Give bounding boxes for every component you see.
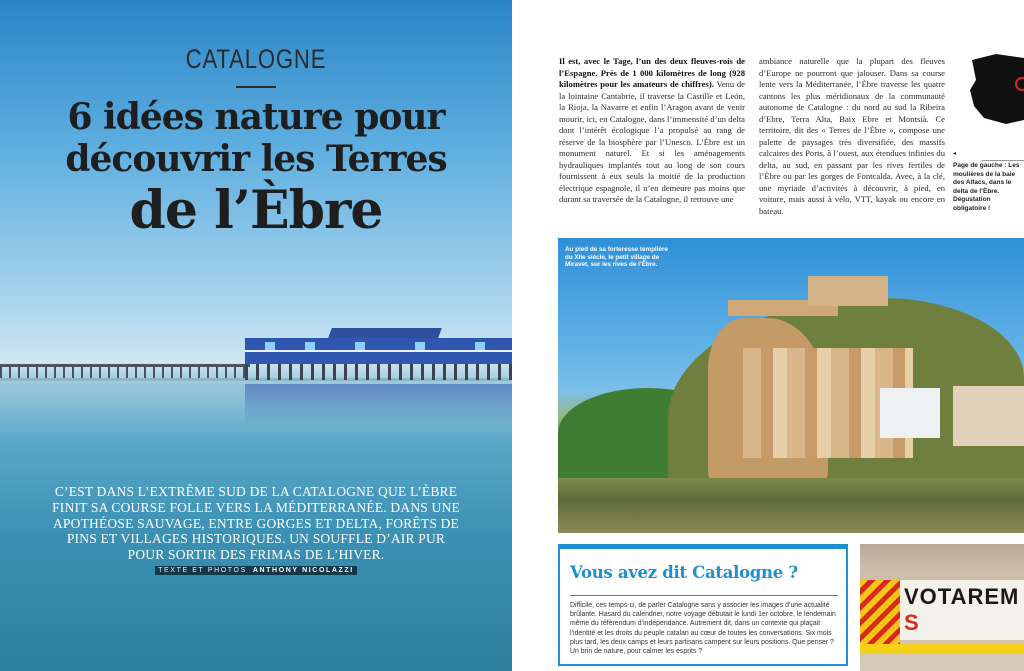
stilt-house xyxy=(245,328,512,380)
yellow-stripe xyxy=(860,644,1024,654)
caption-arrow-icon: ◂ xyxy=(953,151,957,157)
house-roof xyxy=(328,328,442,338)
house-stilts xyxy=(245,364,512,380)
house-window xyxy=(415,342,425,350)
section-kicker: CATALOGNE xyxy=(185,44,327,74)
water-reflection xyxy=(245,384,512,424)
photo-caption: Au pied de sa forteresse templière du XIIe siècle, le petit village de Miravet, sur les rives de l’Èbre. xyxy=(565,246,668,269)
map-caption-text: Page de gauche : Les moulières de la baie des Alfacs, dans le delta de l’Èbre. Dégustation obligatoire ! xyxy=(953,162,1020,212)
wooden-pier xyxy=(0,364,250,378)
pier-posts xyxy=(0,367,250,378)
sign-word: VOTAREM xyxy=(904,584,1020,609)
sidebar-text: Difficile, ces temps-ci, de parler Catalogne sans y associer les images d’une actualité brûlante. Hasard du calendrier, notre voyage débutait le lundi 1er octobre, le lendemain même du référendum d’indépendance. Autrement dit, dans un contexte qui plaçait l’identité et les droits du peuple catalan au cœur de toutes les conversations. Six mois plus tard, les deux camps et leurs partisans campent sur leurs positions. Que penser ? Un brin de nature, pour calmer les esprits ? xyxy=(570,602,836,656)
house-window xyxy=(475,342,485,350)
text-column-1 xyxy=(559,56,745,206)
title-line-2: découvrir les Terres xyxy=(65,138,447,180)
sidebar-title: Vous avez dit Catalogne ? xyxy=(570,563,798,582)
sidebar-box xyxy=(558,544,848,666)
catalan-flag-icon xyxy=(860,580,900,650)
text-column-2: ambiance naturelle que la plupart des fleuves d’Europe ne pourront que jalouser. Dans sa course lente vers la Méditerranée, l’Èbre traverse les quatre cantons les plus méridionaux de la communauté autonome de Catalogne : du nord au sud la Ribeira d’Ebre, Terra Alta, Baix Ebre et Montsià. Ce territoire, dit des « Terres de l’Èbre », compose une palette de paysages très diversifiée, des massifs calcaires des Ports, à l’ouest, aux étendues infinies du delta, au sud, en passant par les rives fertiles de l’Èbre ou par les gorges de Fontcalda. Avec, à la clé, une myriade d’activités à découvrir, à pied, en voiture, mais aussi à vélo, VTT, kayak ou encore en bateau. xyxy=(759,56,945,216)
house-railing xyxy=(245,350,512,352)
intro-paragraph: Il est, avec le Tage, l’un des deux fleuves-rois de l’Espagne. Près de 1 000 kilomètres de long (928 kilomètres pour les amateurs de chiffres). xyxy=(559,56,745,89)
spain-map-icon xyxy=(966,50,1024,126)
photo-white-building xyxy=(880,388,940,438)
sidebar-rule xyxy=(570,595,838,596)
byline xyxy=(130,567,382,574)
title-line-1: 6 idées nature pour xyxy=(67,96,445,138)
photo-fortress xyxy=(808,276,888,306)
right-page xyxy=(512,0,1024,671)
byline-author: ANTHONY NICOLAZZI xyxy=(250,566,357,575)
sign-lettering xyxy=(904,584,1024,636)
miravet-village-photo xyxy=(558,238,1024,533)
house-window xyxy=(265,342,275,350)
caption-rule xyxy=(982,160,1024,161)
byline-label: TEXTE ET PHOTOS xyxy=(155,566,250,575)
catalan-sign-photo xyxy=(860,544,1024,671)
sign-letter: S xyxy=(904,610,920,635)
photo-river xyxy=(558,478,1024,533)
article-lede: C’EST DANS L’EXTRÊME SUD DE LA CATALOGNE QUE L’ÈBRE FINIT SA COURSE FOLLE VERS LA MÉDITERRANÉE. DANS UNE APOTHÉOSE SAUVAGE, ENTRE GORGES ET DELTA, FORÊTS DE PINS ET VILLAGES HISTORIQUES. UN SOUFFLE D’AIR PUR POUR SORTIR DES FRIMAS DE L’HIVER. xyxy=(52,484,460,563)
title-line-3: de l’Èbre xyxy=(129,180,383,241)
kicker-underline xyxy=(236,86,276,88)
house-window xyxy=(305,342,315,350)
article-title xyxy=(0,96,512,242)
house-window xyxy=(355,342,365,350)
photo-building xyxy=(953,386,1024,446)
body-text-1: Venu de la lointaine Cantabrie, il traverse la Castille et León, la Rioja, la Navarre et enfin l’Aragon avant de venir mourir, ici, en Catalogne, dans l’immensité d’un delta dont l’intérêt écologique l’a propulsé au rang de réserve de la biosphère par l’Unesco. L’Èbre est un monument naturel. Et si les aménagements hydrauliques implantés tout au long de son cours fournissent à eux seuls la moitié de la production électrique espagnole, il n’en demeure pas moins que durant sa traversée de la Catalogne, il retrouve une xyxy=(559,79,745,204)
map-caption xyxy=(953,151,1024,213)
